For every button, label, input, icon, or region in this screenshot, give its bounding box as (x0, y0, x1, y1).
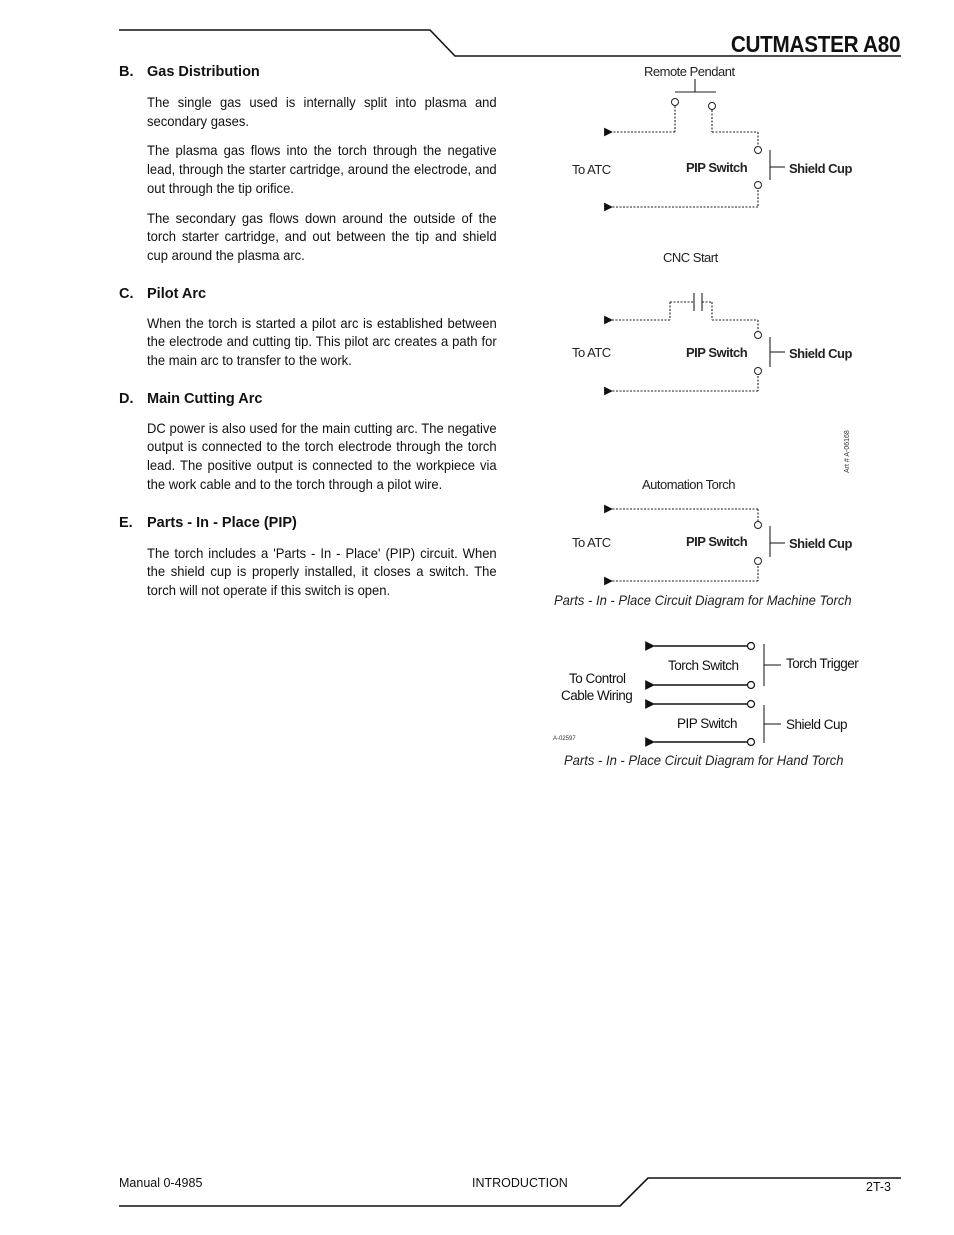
shield-cup-label: Shield Cup (789, 346, 852, 361)
section-letter: D. (119, 390, 134, 407)
to-atc-label: To ATC (572, 345, 611, 360)
pip-switch-label: PIP Switch (686, 160, 748, 175)
paragraph: DC power is also used for the main cutting arc. The negative output is connected to the torch electrode through the torch lead. The positive output is connected to the workpiece via the work cable and to the torch through a pilot wire. (147, 419, 497, 492)
pip-switch-label: PIP Switch (677, 716, 738, 731)
document-title: CUTMASTER A80 (730, 31, 900, 57)
hand-torch-circuit-diagram (550, 630, 880, 750)
cable-wiring-label: Cable Wiring (561, 688, 633, 703)
paragraph: The plasma gas flows into the torch through the negative lead, through the starter cartridge, around the electrode, and out through the tip orifice. (147, 142, 497, 196)
section-title: Pilot Arc (147, 285, 207, 302)
manual-number: Manual 0-4985 (119, 1176, 203, 1190)
cnc-start-label: CNC Start (663, 250, 718, 265)
pip-switch-label: PIP Switch (686, 345, 748, 360)
to-control-label: To Control (569, 671, 626, 686)
paragraph: The secondary gas flows down around the outside of the torch starter cartridge, and out between the tip and shield cup around the plasma arc. (147, 209, 497, 263)
to-atc-label: To ATC (572, 535, 611, 550)
art-number: Art # A-06168 (844, 430, 851, 473)
section-title: Parts - In - Place (PIP) (147, 514, 297, 531)
text-column (119, 62, 497, 600)
section-gas-distribution (119, 62, 497, 265)
section-pilot-arc (119, 284, 497, 370)
section-letter: B. (119, 64, 134, 80)
section-name: INTRODUCTION (472, 1176, 568, 1190)
paragraph: The torch includes a 'Parts - In - Place' (PIP) circuit. When the shield cup is properly installed, it closes a switch. The torch will not operate if this switch is open. (147, 544, 497, 598)
pip-switch-label: PIP Switch (686, 534, 748, 549)
section-parts-in-place (119, 513, 497, 600)
machine-diagram-caption: Parts - In - Place Circuit Diagram for Machine Torch (554, 592, 852, 608)
paragraph: The single gas used is internally split into plasma and secondary gases. (147, 94, 497, 129)
machine-torch-circuit-diagram (540, 55, 880, 590)
automation-torch-label: Automation Torch (642, 477, 735, 492)
shield-cup-label: Shield Cup (789, 161, 852, 176)
torch-trigger-label: Torch Trigger (786, 656, 859, 671)
shield-cup-label: Shield Cup (789, 536, 852, 551)
torch-switch-label: Torch Switch (668, 658, 739, 673)
paragraph: When the torch is started a pilot arc is established between the electrode and cutting tip. This pilot arc creates a path for the main arc to transfer to the work. (147, 314, 497, 369)
shield-cup-label: Shield Cup (786, 717, 848, 732)
remote-pendant-label: Remote Pendant (644, 64, 735, 79)
section-heading (119, 284, 497, 304)
to-atc-label: To ATC (572, 162, 611, 177)
section-heading (119, 513, 497, 533)
section-title: Gas Distribution (147, 64, 260, 80)
section-main-cutting-arc (119, 389, 497, 494)
section-letter: C. (119, 285, 134, 302)
art-number: A-02597 (553, 736, 576, 742)
section-heading (119, 62, 497, 82)
section-title: Main Cutting Arc (147, 390, 263, 407)
page-number: 2T-3 (866, 1180, 892, 1194)
section-heading (119, 389, 497, 409)
hand-diagram-caption: Parts - In - Place Circuit Diagram for Hand Torch (564, 752, 844, 768)
section-letter: E. (119, 514, 133, 531)
